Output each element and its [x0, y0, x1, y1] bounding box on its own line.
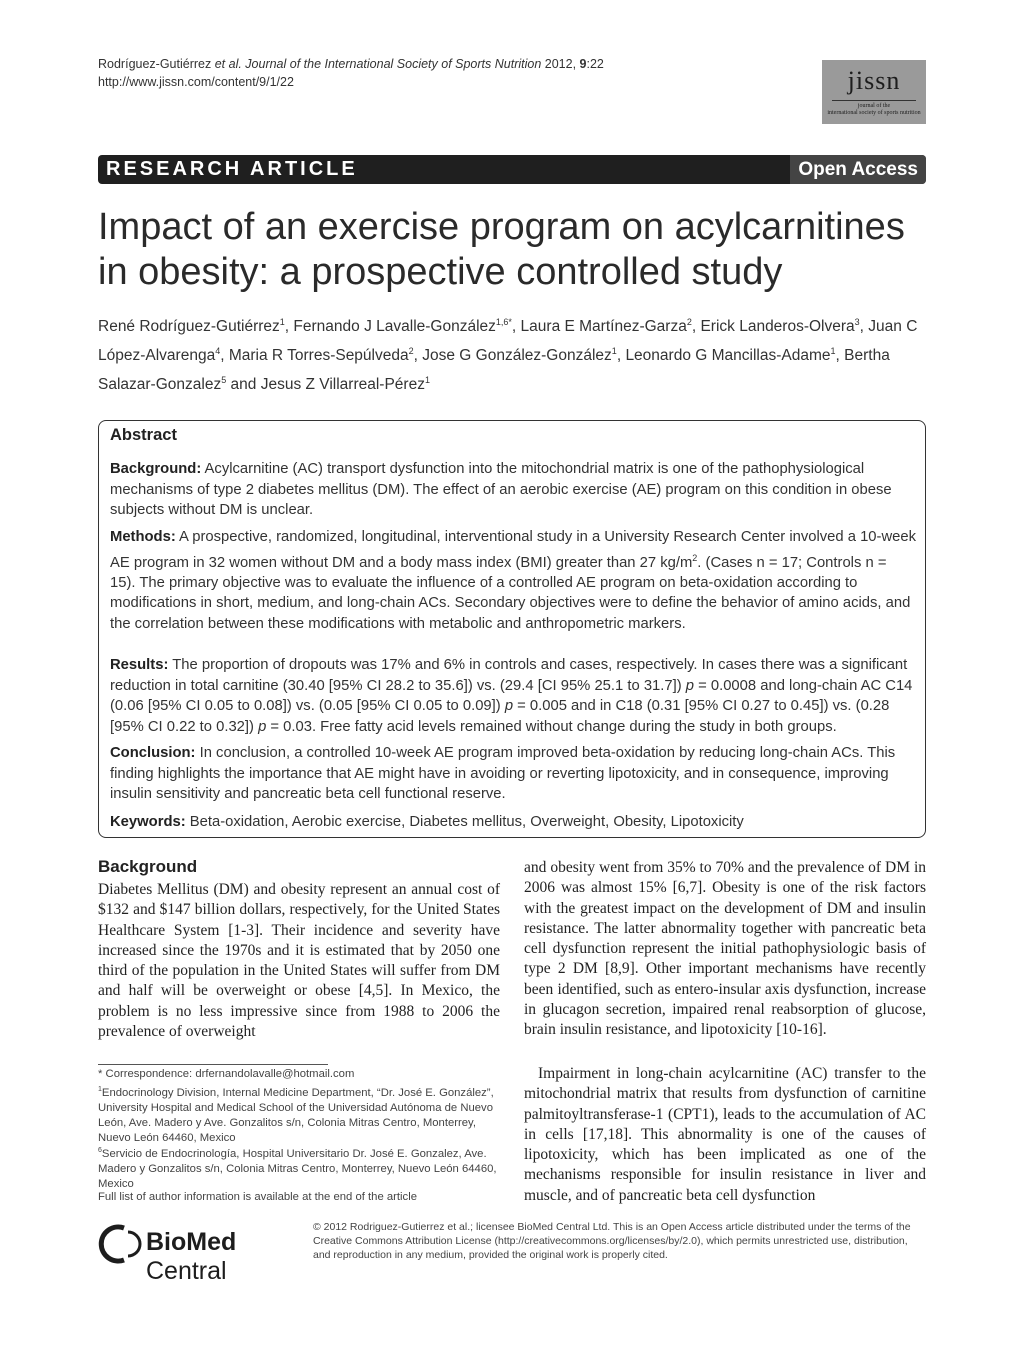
author-affiliation-marker: 3 — [854, 317, 860, 327]
abstract-methods: Methods: A prospective, randomized, longitudinal, interventional study in a University Research Center involved a 10-week AE program in 32 women without DM and a body mass index (BMI) greater than 27 $kg/m^2$. (Cases n = 17; Controls n = 15). The primary objective was to evaluate the influence of a controlled AE program on beta-oxidation according to modifications in short, medium, and long-chain ACs. Secondary objectives were to define the behavior of amino acids, and the correlation between these modifications with metabolic and anthropometric markers. — [110, 529, 917, 632]
research-article-label: RESEARCH ARTICLE — [106, 158, 358, 180]
author-affiliation-marker: 1,6* — [495, 317, 512, 327]
abstract-results: Results: The proportion of dropouts was 17% and 6% in controls and cases, respectively. In cases there was a significant reduction in total carnitine (30.40 [95% CI 28.2 to 35.6]) vs. (29.4 [CI 95% 25.1 to 31.7]) p = 0.0008 and long-chain AC C14 (0.06 [95% CI 0.05 to 0.08]) vs. (0.05 [95% CI 0.05 to 0.09]) p = 0.005 and in C18 (0.31 [95% CI 0.27 to 0.45]) vs. (0.28 [95% CI 0.22 to 0.32]) p = 0.03. Free fatty acid levels remained without change during the study in both groups. — [110, 657, 913, 735]
author-name: Leonardo G Mancillas-Adame — [625, 347, 831, 365]
correspondence-note: * Correspondence: drfernandolavalle@hotmail.com — [98, 1068, 355, 1080]
author-list: René Rodríguez-Gutiérrez$^1$, Fernando J Lavalle-González$^{1,6*}$, Laura E Martínez-Garza$^2$, Erick Landeros-Olvera$^3$, Juan C López-Alvarenga$^4$, Maria R Torres-Sepúlveda$^2$, Jose G González-González$^1$, Leonardo G Mancillas-Adame$^1$, Bertha Salazar-Gonzalez$^5$ and Jesus Z Villarreal-Pérez$^1$ — [98, 317, 918, 394]
article-url[interactable]: http://www.jissn.com/content/9/1/22 — [98, 75, 294, 89]
author-affiliation-marker: 1 — [830, 346, 836, 357]
author-name: Jesus Z Villarreal-Pérez — [260, 376, 425, 394]
section-heading-background: Background — [98, 857, 198, 876]
author-name: Jose G González-González — [422, 347, 612, 365]
author-name: Juan C López-Alvarenga — [98, 318, 918, 365]
biomed-central-wordmark: BioMed Central — [146, 1228, 237, 1285]
body-right-column-para2: Impairment in long-chain acylcarnitine (AC) transfer to the mitochondrial matrix that results from dysfunction of carnitine palmitoyltransferase-1 (CPT1), leads to the accumulation of AC in cells [17,18]. This abnormality is one of the causes of lipotoxicity, which has been implicated as one of the mechanisms responsible for insulin resistance in liver and muscle, and of pancreatic beta cell dysfunction — [524, 1065, 926, 1204]
abstract-heading: Abstract — [110, 426, 177, 444]
logo-word: jissn — [847, 66, 901, 95]
citation-line: Rodríguez-Gutiérrez et al. Journal of the International Society of Sports Nutrition 2012, 9:22 — [98, 57, 604, 71]
author-affiliation-marker: 4 — [215, 346, 221, 357]
author-affiliation-marker: 5 — [221, 375, 227, 386]
author-info-note: Full list of author information is available at the end of the article — [98, 1191, 417, 1203]
open-access-label: Open Access — [790, 155, 926, 184]
license-statement: © 2012 Rodriguez-Gutierrez et al.; licensee BioMed Central Ltd. This is an Open Access article distributed under the terms of the Creative Commons Attribution License (http://creativecommons.org/licenses/by/2.0), which permits unrestricted use, distribution, and reproduction in any medium, provided the original work is properly cited. — [313, 1221, 911, 1261]
logo-subtitle: journal of the international society of sports nutrition — [827, 103, 921, 116]
biomed-central-logo — [98, 1222, 298, 1285]
article-title: Impact of an exercise program on acylcarnitines in obesity: a prospective controlled study — [98, 206, 905, 293]
journal-logo — [822, 60, 926, 124]
author-name: Fernando J Lavalle-González — [293, 318, 496, 336]
author-name: Maria R Torres-Sepúlveda — [228, 347, 409, 365]
biomed-arc-icon — [98, 1222, 142, 1266]
abstract-background: Background: Acylcarnitine (AC) transport dysfunction into the mitochondrial matrix is one of the pathophysiological mechanisms of type 2 diabetes mellitus (DM). The effect of an aerobic exercise (AE) program on this condition in obese subjects without DM is unclear. — [110, 461, 892, 518]
author-name: Erick Landeros-Olvera — [700, 318, 855, 336]
author-affiliation-marker: 1 — [611, 346, 617, 357]
affiliation-1: $^1$Endocrinology Division, Internal Medicine Department, “Dr. José E. González”, University Hospital and Medical School of the Universidad Autónoma de Nuevo León, Ave. Madero y Ave. Gonzalitos s/n, Colonia Mitras Centro, Monterrey, Nuevo León 64460, Mexico — [98, 1086, 494, 1144]
author-affiliation-marker: 1 — [279, 317, 285, 327]
logo-divider — [832, 100, 916, 101]
abstract-conclusion: Conclusion: In conclusion, a controlled 10-week AE program improved beta-oxidation by reducing long-chain ACs. This finding highlights the importance that AE might have in avoiding or reverting lipotoxicity, and in consequence, improving insulin sensitivity and pancreatic beta cell functional reserve. — [110, 745, 896, 802]
body-left-column: Diabetes Mellitus (DM) and obesity represent an annual cost of $132 and $147 billion dollars, respectively, for the United States Healthcare System [1-3]. Their incidence and severity have increased since the 1970s and it is estimated that by 2050 one third of the population in the United States will suffer from DM and half will be overweight or obese [4,5]. In Mexico, the problem is no less impressive since from 1988 to 2006 the prevalence of overweight — [98, 881, 500, 1041]
author-name: Laura E Martínez-Garza — [520, 318, 687, 336]
body-right-column-para1: and obesity went from 35% to 70% and the prevalence of DM in 2006 was almost 15% [6,7]. Obesity is one of the risk factors with the greatest impact on the development of DM and insulin resistance. The latter abnormality together with pancreatic beta cell dysfunction represent the initial pathophysiologic basis of type 2 DM [8,9]. Other important mechanisms have recently been identified, such as entero-insular axis dysfunction, increase in glucagon secretion, impaired renal reabsorption of glucose, brain insulin resistance, and lipotoxicity [10-16]. — [524, 859, 926, 1039]
abstract-keywords: Keywords: Beta-oxidation, Aerobic exercise, Diabetes mellitus, Overweight, Obesity, Lipotoxicity — [110, 814, 744, 830]
article-type-banner — [98, 155, 926, 184]
author-affiliation-marker: 2 — [686, 317, 692, 327]
author-name: René Rodríguez-Gutiérrez — [98, 318, 280, 336]
footnote-divider — [98, 1064, 328, 1065]
affiliation-6: $^6$Servicio de Endocrinología, Hospital Universitario Dr. José E. Gonzalez, Ave. Madero y Gonzalitos s/n, Colonia Mitras Centro, Monterrey, Nuevo León 64460, Mexico — [98, 1147, 497, 1190]
author-name: Bertha Salazar-Gonzalez — [98, 347, 890, 394]
author-affiliation-marker: 1 — [424, 375, 430, 386]
author-affiliation-marker: 2 — [408, 346, 414, 357]
